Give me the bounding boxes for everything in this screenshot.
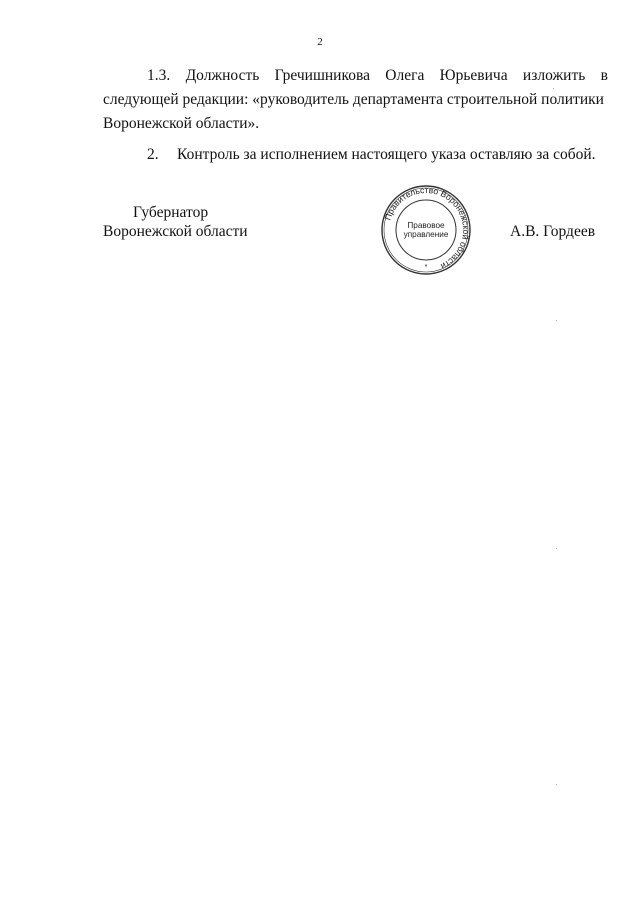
word: 1.3. xyxy=(147,67,171,84)
stamp-inner-line-2: управление xyxy=(403,230,449,239)
paragraph-2-number: 2. xyxy=(147,146,159,163)
signatory-title-line-2: Воронежской области xyxy=(103,223,248,240)
word: изложить xyxy=(522,67,586,84)
paragraph-1-3 xyxy=(103,64,608,136)
word: в xyxy=(600,67,608,84)
word: Олега xyxy=(385,67,425,84)
signatory-title xyxy=(103,203,248,241)
word: Гречишникова xyxy=(274,67,370,84)
paragraph-2-text: Контроль за исполнением настоящего указа оставляю за собой. xyxy=(177,146,596,163)
scan-dot xyxy=(553,88,554,89)
stamp-star-mark: * xyxy=(424,264,428,271)
signatory-title-line-1: Губернатор xyxy=(133,204,209,221)
scan-dot xyxy=(556,320,557,321)
word: Должность xyxy=(185,67,260,84)
stamp-outer-text: Правительство Воронежской области xyxy=(382,184,472,272)
paragraph-1-3-line-3: Воронежской области». xyxy=(103,115,260,132)
word: Юрьевича xyxy=(439,67,508,84)
paragraph-2 xyxy=(103,143,608,167)
official-stamp xyxy=(380,184,472,276)
paragraph-1-3-first-line xyxy=(103,64,608,88)
stamp-inner-line-1: Правовое xyxy=(407,221,445,230)
scan-dot xyxy=(556,784,557,785)
paragraph-1-3-line-2: следующей редакции: «руководитель департамента строительной политики xyxy=(103,91,604,108)
signatory-name: А.В. Гордеев xyxy=(510,223,596,240)
page-number: 2 xyxy=(317,36,323,48)
scan-dot xyxy=(556,548,557,549)
